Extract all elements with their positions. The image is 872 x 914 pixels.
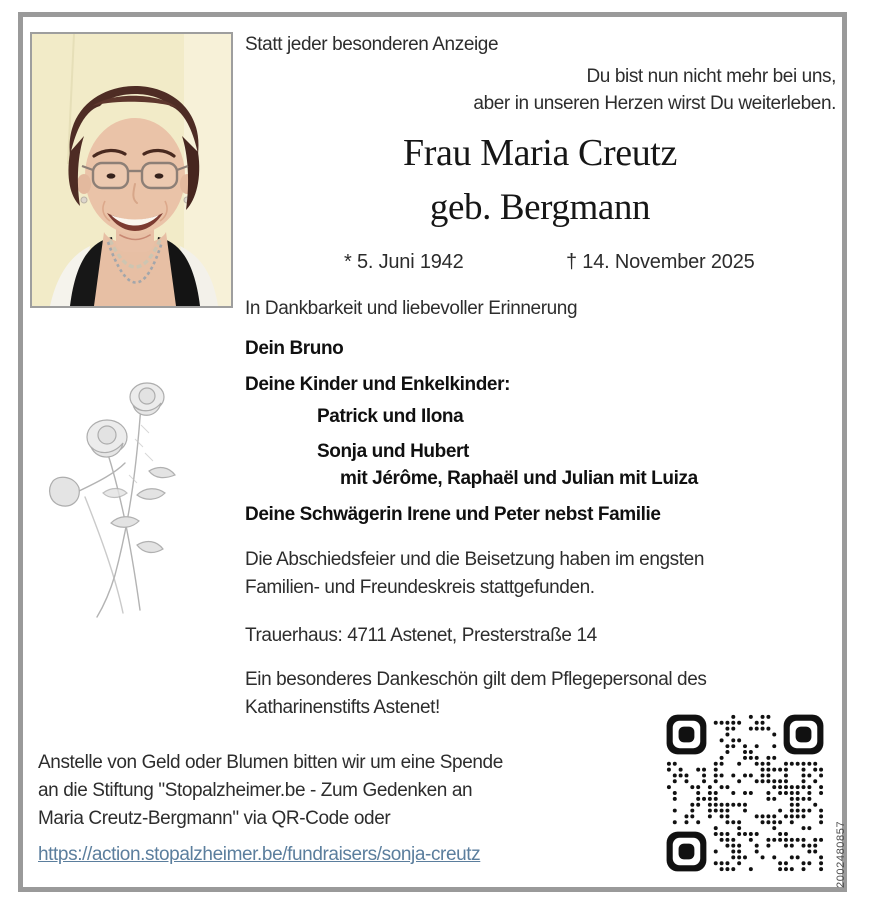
mourner-husband: Dein Bruno <box>245 338 344 359</box>
remembrance-line: In Dankbarkeit und liebevoller Erinnerung <box>245 298 578 319</box>
deceased-birth-name: geb. Bergmann <box>429 187 651 228</box>
epigraph-line-1: Du bist nun nicht mehr bei uns, <box>586 66 836 87</box>
portrait-photo <box>30 32 233 308</box>
death-date: † 14. November 2025 <box>566 251 755 273</box>
deceased-name: Frau Maria Creutz <box>403 132 677 174</box>
farewell-line-2: Familien- und Freundeskreis stattgefunden. <box>245 577 595 598</box>
mourner-child-2: Sonja und Hubert <box>317 441 469 462</box>
mourning-house-line: Trauerhaus: 4711 Astenet, Presterstraße 14 <box>245 625 597 646</box>
mourner-children-header: Deine Kinder und Enkelkinder: <box>245 374 511 395</box>
epigraph <box>473 63 836 117</box>
epigraph-line-2: aber in unseren Herzen wirst Du weiterleben. <box>473 93 836 114</box>
mourner-child-1: Patrick und Ilona <box>317 406 464 427</box>
donation-line-1: Anstelle von Geld oder Blumen bitten wir um eine Spende <box>38 752 503 773</box>
mourner-grandchildren: mit Jérôme, Raphaël und Julian mit Luiza <box>340 468 698 489</box>
thanks-line-2: Katharinenstifts Astenet! <box>245 697 440 718</box>
portrait-photo-illustration <box>32 34 231 306</box>
ad-id-number: 2002480857 <box>835 820 847 888</box>
birth-date: * 5. Juni 1942 <box>344 251 464 273</box>
donation-line-2: an die Stiftung "Stopalzheimer.be - Zum Gedenken an <box>38 780 473 801</box>
donation-link[interactable]: https://action.stopalzheimer.be/fundraisers/sonja-creutz <box>38 844 481 865</box>
mourner-in-laws: Deine Schwägerin Irene und Peter nebst Familie <box>245 504 661 525</box>
farewell-line-1: Die Abschiedsfeier und die Beisetzung haben im engsten <box>245 549 704 570</box>
pre-header-text: Statt jeder besonderen Anzeige <box>245 34 499 55</box>
rose-sketch-illustration <box>45 375 205 620</box>
thanks-line-1: Ein besonderes Dankeschön gilt dem Pflegepersonal des <box>245 669 707 690</box>
donation-line-3: Maria Creutz-Bergmann" via QR-Code oder <box>38 808 391 829</box>
qr-code <box>666 714 824 872</box>
